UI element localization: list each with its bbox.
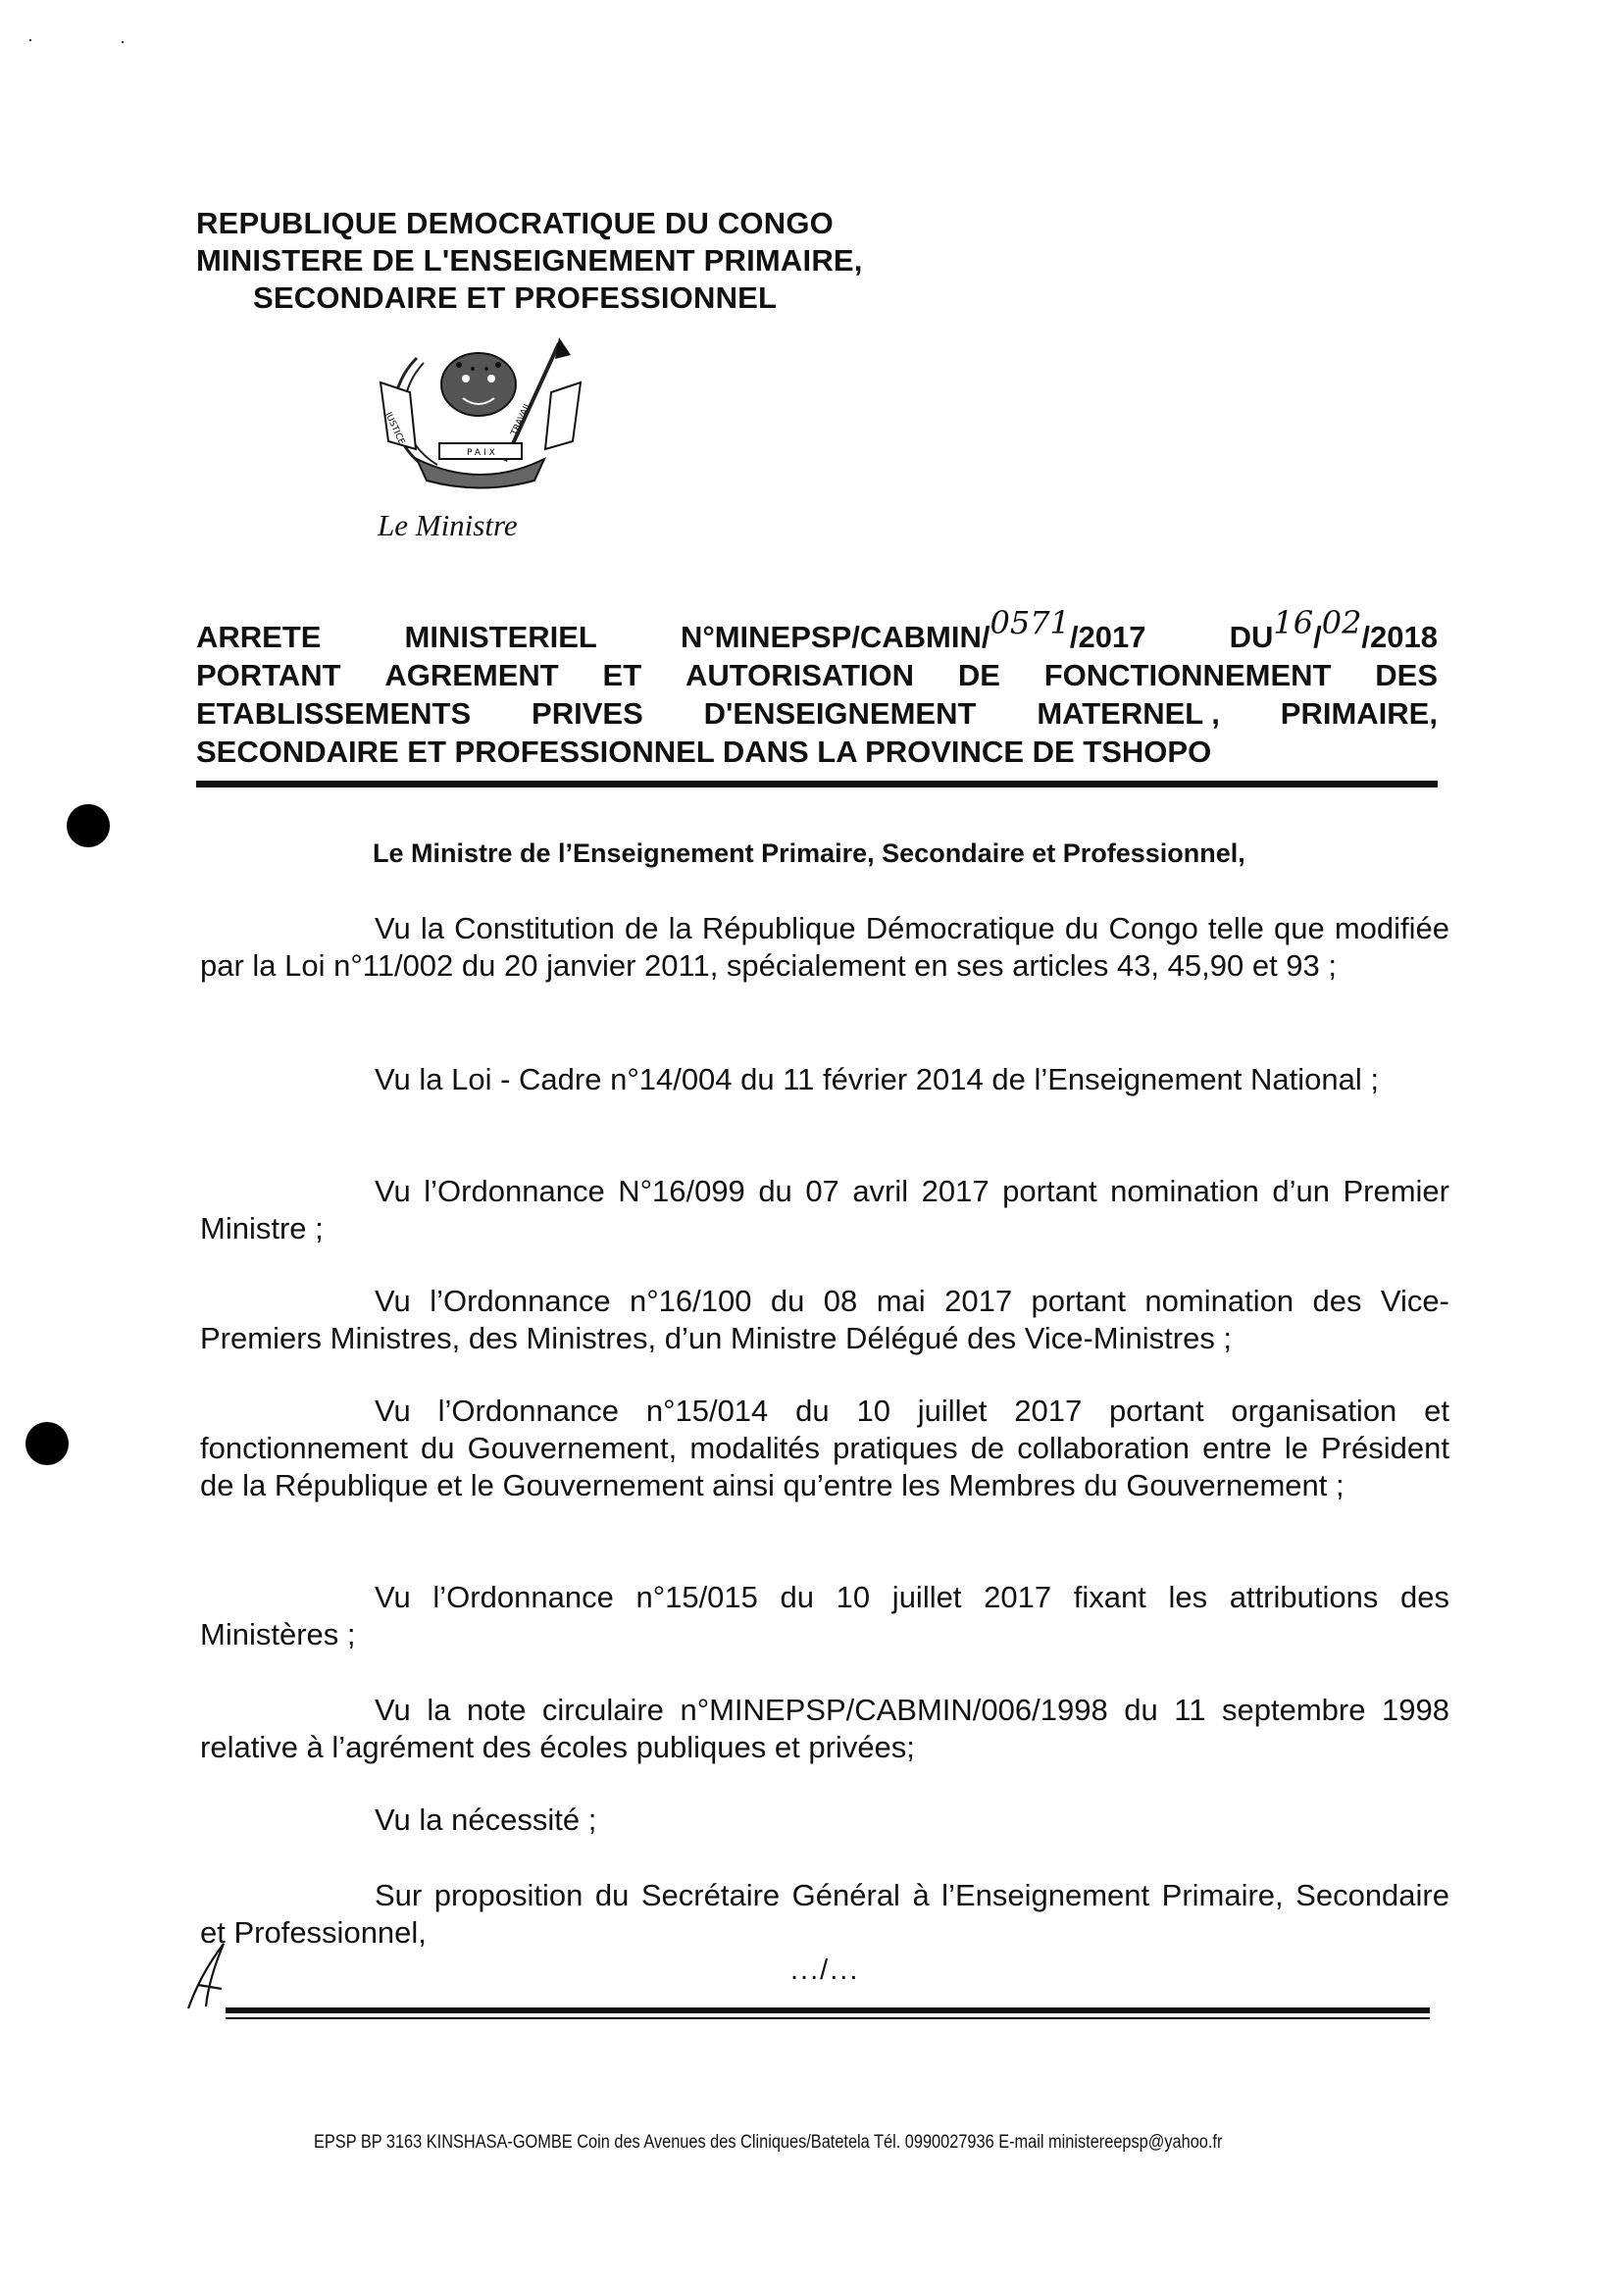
handwritten-day: 16	[1273, 604, 1314, 641]
title-word: DE	[957, 658, 1000, 692]
scan-speck	[29, 39, 31, 41]
paragraph-ordonnance-premier-ministre: Vu l’Ordonnance N°16/099 du 07 avril 2017 portant nomination d’un Premier Ministre ;	[200, 1174, 1449, 1245]
handwritten-initial	[184, 1938, 233, 2012]
title-word: MATERNEL ,	[1037, 696, 1220, 731]
ministry-heading: MINISTERE DE L'ENSEIGNEMENT PRIMAIRE,	[196, 243, 863, 278]
title-line-2	[196, 656, 1438, 694]
motto-justice: JUSTICE	[382, 411, 407, 447]
handwritten-month: 02	[1321, 604, 1362, 641]
punch-hole-lower	[25, 1422, 69, 1465]
motto-travail: TRAVAIL	[509, 400, 534, 437]
title-word: FONCTIONNEMENT	[1043, 658, 1332, 692]
title-word: MINISTERIEL	[404, 620, 597, 654]
handwritten-number: 0571	[990, 604, 1070, 641]
punch-hole-upper	[67, 804, 110, 847]
coat-of-arms-emblem	[363, 333, 598, 490]
footer-rule-thin	[226, 2017, 1430, 2019]
paragraph-note-circulaire: Vu la note circulaire n°MINEPSP/CABMIN/006/1998 du 11 septembre 1998 relative à l’agrément des écoles publiques et privées;	[200, 1693, 1449, 1764]
motto-paix: PAIX	[467, 448, 498, 458]
title-word: PORTANT	[196, 658, 341, 692]
title-word: PRIVES	[532, 696, 643, 731]
footer-rule-thick	[226, 2007, 1430, 2013]
title-line-3	[196, 694, 1438, 733]
title-word: D'ENSEIGNEMENT	[703, 696, 977, 731]
preamble-heading: Le Ministre de l’Enseignement Primaire, Secondaire et Professionnel,	[373, 838, 1245, 868]
paragraph-loi-cadre: Vu la Loi - Cadre n°14/004 du 11 février 2014 de l’Enseignement National ;	[375, 1062, 1379, 1096]
title-word: AUTORISATION	[685, 658, 915, 692]
signatory-caption: Le Ministre	[378, 508, 518, 542]
title-line-4: SECONDAIRE ET PROFESSIONNEL DANS LA PROVINCE DE TSHOPO	[196, 735, 1212, 769]
title-word: AGREMENT	[384, 658, 559, 692]
paragraph-constitution: Vu la Constitution de la République Démocratique du Congo telle que modifiée par la Loi n°11/002 du 20 janvier 2011, spécialement en ses articles 43, 45,90 et 93 ;	[200, 911, 1449, 983]
scan-speck	[122, 41, 124, 43]
page-continuation-mark: .../...	[790, 1955, 860, 1986]
paragraph-ordonnance-gouvernement: Vu l’Ordonnance n°15/014 du 10 juillet 2017 portant organisation et fonctionnement du Gouvernement, modalités pratiques de collaboration entre le Président de la République et le Gouvernement ainsi qu’entre les Membres du Gouvernement ;	[200, 1394, 1449, 1502]
title-word: ETABLISSEMENTS	[196, 696, 472, 731]
ministry-heading-continued: SECONDAIRE ET PROFESSIONNEL	[253, 280, 778, 315]
title-word: PRIMAIRE,	[1280, 696, 1438, 731]
decree-number: N°MINEPSP/CABMIN/0571/2017	[680, 604, 1146, 654]
paragraph-ordonnance-vice-premiers: Vu l’Ordonnance n°16/100 du 08 mai 2017 portant nomination des Vice-Premiers Ministres, des Ministres, d’un Ministre Délégué des Vice-Ministres ;	[200, 1284, 1449, 1355]
title-word: ARRETE	[196, 620, 322, 654]
title-line-1	[196, 604, 1438, 656]
decree-title	[196, 604, 1438, 771]
title-word: ET	[602, 658, 642, 692]
country-heading: REPUBLIQUE DEMOCRATIQUE DU CONGO	[196, 206, 834, 240]
decree-date: DU16/02/2018	[1229, 604, 1438, 654]
title-word: DES	[1375, 658, 1438, 692]
title-underline	[196, 781, 1438, 787]
paragraph-proposition: Sur proposition du Secrétaire Général à l’Enseignement Primaire, Secondaire et Professionnel,	[200, 1878, 1449, 1950]
paragraph-ordonnance-attributions: Vu l’Ordonnance n°15/015 du 10 juillet 2017 fixant les attributions des Ministères ;	[200, 1580, 1449, 1651]
ministry-contact-footer: EPSP BP 3163 KINSHASA-GOMBE Coin des Avenues des Cliniques/Batetela Tél. 0990027936 E-mail ministereepsp@yahoo.fr	[314, 2132, 1223, 2153]
paragraph-necessite: Vu la nécessité ;	[375, 1803, 597, 1837]
